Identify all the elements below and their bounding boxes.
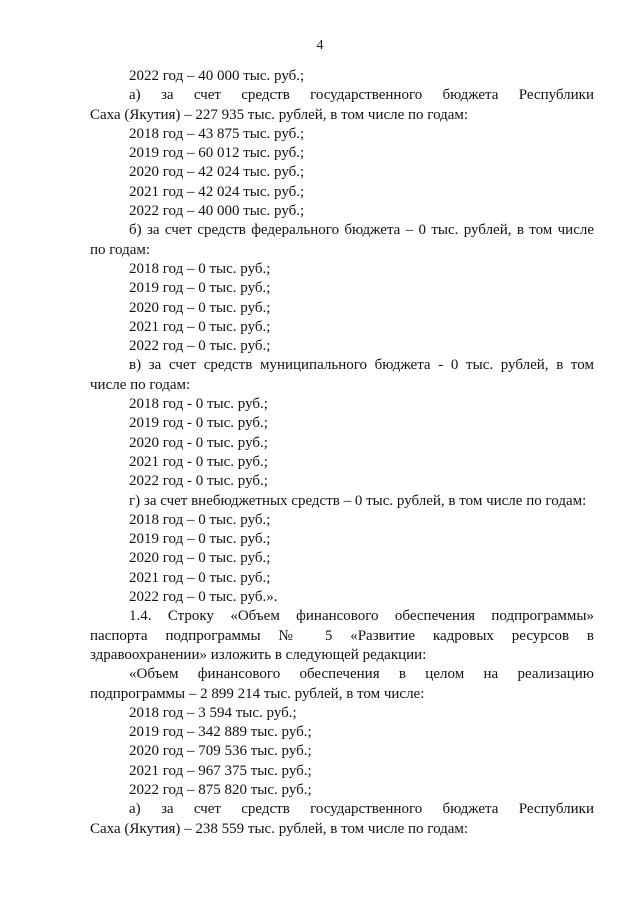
- text-line: 2018 год - 0 тыс. руб.;: [129, 396, 268, 413]
- text-line: 2021 год – 0 тыс. руб.;: [129, 318, 271, 335]
- text-line: г) за счет внебюджетных средств – 0 тыс. рублей, в том числе по годам:: [129, 492, 587, 509]
- text-line: 2020 год – 0 тыс. руб.;: [129, 299, 271, 316]
- text-line: 2019 год – 342 889 тыс. руб.;: [129, 724, 312, 741]
- page-number: 4: [316, 38, 324, 53]
- text-line: по годам:: [90, 241, 151, 258]
- text-line: в) за счет средств муниципального бюджета - 0 тыс. рублей, в том: [129, 357, 594, 374]
- text-line: 2018 год – 0 тыс. руб.;: [129, 260, 271, 277]
- text-line: 2022 год - 0 тыс. руб.;: [129, 473, 268, 490]
- text-line: 2018 год – 43 875 тыс. руб.;: [129, 125, 305, 142]
- text-line: б) за счет средств федерального бюджета – 0 тыс. рублей, в том числе: [129, 222, 594, 239]
- text-line: 2022 год – 0 тыс. руб.;: [129, 338, 271, 355]
- text-line: подпрограммы – 2 899 214 тыс. рублей, в том числе:: [90, 685, 425, 702]
- text-line: 1.4. Строку «Объем финансового обеспечения подпрограммы»: [129, 608, 594, 625]
- text-line: Саха (Якутия) – 238 559 тыс. рублей, в том числе по годам:: [90, 820, 469, 837]
- text-line: а) за счет средств государственного бюджета Республики: [129, 87, 594, 104]
- text-line: 2019 год – 0 тыс. руб.;: [129, 280, 271, 297]
- text-line: 2022 год – 40 000 тыс. руб.;: [129, 68, 305, 84]
- text-line: 2019 год – 0 тыс. руб.;: [129, 531, 271, 548]
- text-line: Саха (Якутия) – 227 935 тыс. рублей, в том числе по годам:: [90, 106, 469, 123]
- text-line: здравоохранении» изложить в следующей редакции:: [90, 646, 427, 663]
- text-line: числе по годам:: [90, 376, 191, 393]
- text-line: 2020 год – 0 тыс. руб.;: [129, 550, 271, 567]
- text-line: 2020 год – 709 536 тыс. руб.;: [129, 743, 312, 760]
- text-line: 2022 год – 875 820 тыс. руб.;: [129, 781, 312, 798]
- text-line: 2022 год – 0 тыс. руб.».: [129, 589, 278, 606]
- text-line: 2021 год – 42 024 тыс. руб.;: [129, 183, 305, 200]
- text-line: 2021 год – 967 375 тыс. руб.;: [129, 762, 312, 779]
- text-line: 2020 год - 0 тыс. руб.;: [129, 434, 268, 451]
- text-line: 2018 год – 0 тыс. руб.;: [129, 511, 271, 528]
- text-line: 2021 год – 0 тыс. руб.;: [129, 569, 271, 586]
- document-body: [90, 67, 594, 839]
- text-line: 2019 год – 60 012 тыс. руб.;: [129, 145, 305, 162]
- text-line: «Объем финансового обеспечения в целом на реализацию: [129, 666, 594, 683]
- text-line: паспорта подпрограммы № 5 «Развитие кадровых ресурсов в: [90, 627, 594, 644]
- text-line: 2019 год - 0 тыс. руб.;: [129, 415, 268, 432]
- text-line: 2021 год - 0 тыс. руб.;: [129, 453, 268, 470]
- text-line: 2020 год – 42 024 тыс. руб.;: [129, 164, 305, 181]
- text-line: а) за счет средств государственного бюджета Республики: [129, 801, 594, 818]
- text-line: 2022 год – 40 000 тыс. руб.;: [129, 203, 305, 220]
- text-line: 2018 год – 3 594 тыс. руб.;: [129, 704, 297, 721]
